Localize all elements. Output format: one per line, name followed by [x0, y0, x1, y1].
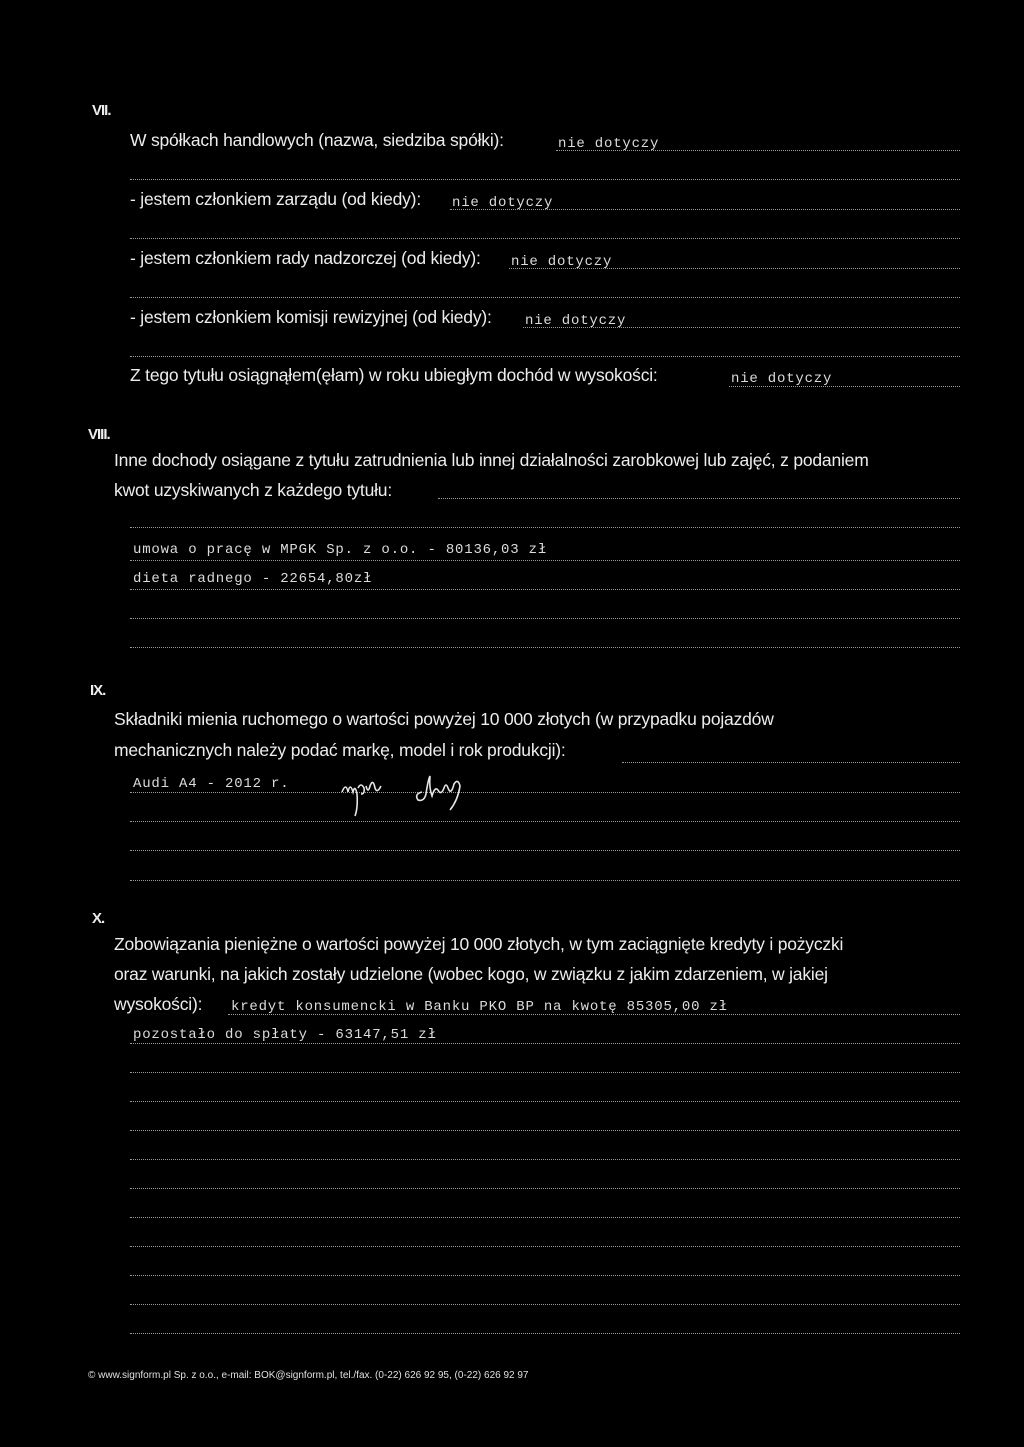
movable-assets-line-2: mechanicznych należy podać markę, model i rok produkcji):: [114, 740, 566, 760]
signature-icon: [340, 770, 500, 820]
board-dotted-line-2: [130, 238, 960, 239]
other-income-dotted-line-2: [130, 527, 960, 528]
supervisory-dotted-line: [509, 268, 960, 269]
liabilities-empty-line-8: [130, 1275, 960, 1276]
movable-assets-empty-line-1: [130, 821, 960, 822]
section-vii-number: VII.: [92, 102, 111, 119]
movable-assets-value-1-line: [130, 792, 960, 793]
liabilities-empty-line-7: [130, 1246, 960, 1247]
board-value: nie dotyczy: [452, 195, 554, 211]
liabilities-empty-line-9: [130, 1304, 960, 1305]
other-income-value-2-line: [130, 589, 960, 590]
supervisory-dotted-line-2: [130, 297, 960, 298]
other-income-empty-line-1: [130, 618, 960, 619]
audit-dotted-line: [523, 327, 960, 328]
other-income-value-2: dieta radnego - 22654,80zł: [133, 571, 373, 587]
audit-label: - jestem członkiem komisji rewizyjnej (od kiedy):: [130, 307, 492, 327]
companies-value: nie dotyczy: [558, 136, 660, 152]
other-income-dotted-line: [438, 498, 960, 499]
liabilities-empty-line-4: [130, 1159, 960, 1160]
liabilities-empty-line-1: [130, 1072, 960, 1073]
liabilities-empty-line-10: [130, 1333, 960, 1334]
liabilities-value-1: kredyt konsumencki w Banku PKO BP na kwotę 85305,00 zł: [231, 999, 728, 1015]
board-label: - jestem członkiem zarządu (od kiedy):: [130, 189, 421, 209]
audit-dotted-line-2: [130, 356, 960, 357]
liabilities-empty-line-6: [130, 1217, 960, 1218]
income-value: nie dotyczy: [731, 371, 833, 387]
audit-value: nie dotyczy: [525, 313, 627, 329]
other-income-empty-line-2: [130, 647, 960, 648]
movable-assets-value-1: Audi A4 - 2012 r.: [133, 776, 290, 792]
section-viii-number: VIII.: [88, 426, 110, 443]
liabilities-line-2: oraz warunki, na jakich zostały udzielone (wobec kogo, w związku z jakim zdarzeniem, w jakiej: [114, 964, 828, 984]
other-income-value-1: umowa o pracę w MPGK Sp. z o.o. - 80136,03 zł: [133, 542, 548, 558]
companies-dotted-line-2: [130, 179, 960, 180]
footer-copyright: © www.signform.pl Sp. z o.o., e-mail: BOK@signform.pl, tel./fax. (0-22) 626 92 95, (0-22) 626 92 97: [88, 1370, 529, 1381]
movable-assets-empty-line-2: [130, 850, 960, 851]
companies-dotted-line: [556, 150, 960, 151]
liabilities-line-1: Zobowiązania pieniężne o wartości powyżej 10 000 złotych, w tym zaciągnięte kredyty i pożyczki: [114, 934, 844, 954]
section-ix-number: IX.: [90, 682, 106, 699]
liabilities-line-3-label: wysokości):: [114, 994, 203, 1014]
liabilities-empty-line-2: [130, 1101, 960, 1102]
other-income-value-1-line: [130, 560, 960, 561]
supervisory-value: nie dotyczy: [511, 254, 613, 270]
liabilities-empty-line-3: [130, 1130, 960, 1131]
companies-label: W spółkach handlowych (nazwa, siedziba spółki):: [130, 130, 504, 150]
liabilities-empty-line-5: [130, 1188, 960, 1189]
income-label: Z tego tytułu osiągnąłem(ęłam) w roku ubiegłym dochód w wysokości:: [130, 365, 658, 385]
liabilities-value-1-line: [228, 1014, 960, 1015]
movable-assets-dotted-line: [622, 762, 960, 763]
section-x-number: X.: [92, 910, 105, 927]
liabilities-value-2-line: [130, 1043, 960, 1044]
income-dotted-line: [729, 386, 960, 387]
supervisory-label: - jestem członkiem rady nadzorczej (od kiedy):: [130, 248, 481, 268]
movable-assets-empty-line-3: [130, 880, 960, 881]
liabilities-value-2: pozostało do spłaty - 63147,51 zł: [133, 1027, 437, 1043]
movable-assets-line-1: Składniki mienia ruchomego o wartości powyżej 10 000 złotych (w przypadku pojazdów: [114, 709, 774, 729]
board-dotted-line: [450, 209, 960, 210]
other-income-line-1: Inne dochody osiągane z tytułu zatrudnienia lub innej działalności zarobkowej lub zajęć, z podaniem: [114, 450, 869, 470]
other-income-line-2: kwot uzyskiwanych z każdego tytułu:: [114, 480, 392, 500]
